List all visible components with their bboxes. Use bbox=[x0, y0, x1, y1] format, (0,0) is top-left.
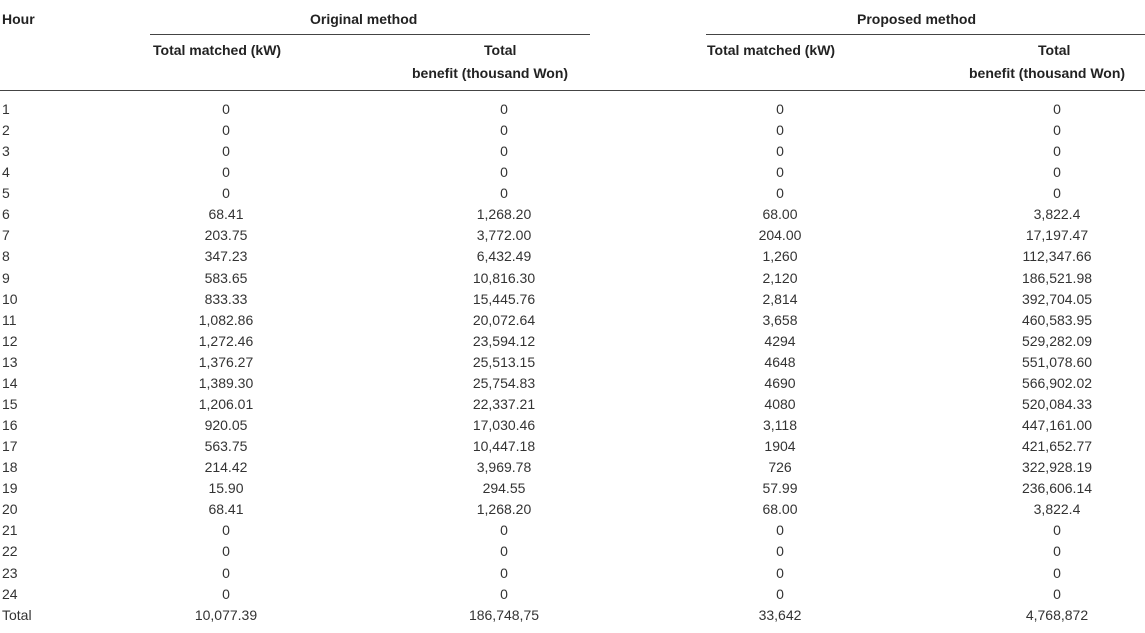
table-row bbox=[0, 478, 1145, 499]
table-row bbox=[0, 183, 1145, 204]
cell-original-matched: 68.41 bbox=[208, 501, 244, 518]
cell-original-benefit: 0 bbox=[500, 564, 508, 581]
cell-original-benefit: 1,268.20 bbox=[476, 206, 532, 223]
header-bottom-rule bbox=[0, 90, 1145, 91]
cell-hour: 11 bbox=[2, 311, 17, 328]
cell-original-matched: 0 bbox=[222, 122, 230, 139]
cell-original-matched: 0 bbox=[222, 143, 230, 160]
cell-original-matched: 0 bbox=[222, 585, 230, 602]
cell-proposed-matched: 57.99 bbox=[762, 480, 798, 497]
cell-proposed-matched: 0 bbox=[776, 143, 784, 160]
cell-proposed-benefit: 17,197.47 bbox=[1025, 227, 1089, 244]
cell-original-matched: 1,206.01 bbox=[198, 395, 254, 412]
table-row bbox=[0, 520, 1145, 541]
cell-hour: 5 bbox=[2, 185, 10, 202]
cell-proposed-matched: 3,118 bbox=[763, 417, 797, 434]
header-prop-benefit-line1: Total bbox=[1038, 42, 1071, 58]
table-row bbox=[0, 310, 1145, 331]
cell-hour: 3 bbox=[2, 143, 10, 160]
cell-original-benefit: 0 bbox=[500, 122, 508, 139]
cell-proposed-matched: 2,814 bbox=[762, 290, 798, 307]
cell-original-benefit: 0 bbox=[500, 101, 508, 117]
cell-original-benefit: 10,447.18 bbox=[472, 438, 536, 455]
cell-original-matched: 0 bbox=[222, 564, 230, 581]
table-row bbox=[0, 457, 1145, 478]
table-row bbox=[0, 394, 1145, 415]
table-row bbox=[0, 436, 1145, 457]
table-row bbox=[0, 605, 1145, 626]
cell-proposed-matched: 3,658 bbox=[762, 311, 798, 328]
cell-original-benefit: 0 bbox=[500, 522, 508, 539]
cell-hour: Total bbox=[2, 606, 32, 623]
cell-proposed-matched: 0 bbox=[776, 585, 784, 602]
cell-original-matched: 0 bbox=[222, 101, 230, 117]
cell-proposed-matched: 0 bbox=[776, 101, 784, 117]
cell-proposed-matched: 1904 bbox=[764, 438, 796, 455]
cell-original-matched: 1,272.46 bbox=[198, 332, 254, 349]
cell-proposed-benefit: 421,652.77 bbox=[1021, 438, 1093, 455]
cell-proposed-matched: 204.00 bbox=[758, 227, 802, 244]
cell-original-benefit: 15,445.76 bbox=[472, 290, 536, 307]
header-prop-matched: Total matched (kW) bbox=[707, 42, 836, 58]
table-row bbox=[0, 204, 1145, 225]
original-method-rule bbox=[150, 34, 590, 35]
cell-original-benefit: 0 bbox=[500, 185, 508, 202]
cell-proposed-matched: 0 bbox=[776, 522, 784, 539]
cell-proposed-benefit: 0 bbox=[1053, 585, 1061, 602]
cell-proposed-benefit: 566,902.02 bbox=[1021, 374, 1093, 391]
cell-proposed-matched: 1,260 bbox=[762, 248, 798, 265]
cell-proposed-benefit: 460,583.95 bbox=[1021, 311, 1093, 328]
cell-hour: 15 bbox=[2, 395, 18, 412]
header-prop-benefit-line2: benefit (thousand Won) bbox=[969, 65, 1126, 81]
cell-proposed-matched: 33,642 bbox=[758, 606, 802, 623]
cell-original-matched: 1,082.86 bbox=[198, 311, 254, 328]
table-row bbox=[0, 162, 1145, 183]
table-row bbox=[0, 331, 1145, 352]
cell-hour: 20 bbox=[2, 501, 18, 518]
cell-hour: 17 bbox=[2, 438, 18, 455]
cell-original-matched: 214.42 bbox=[204, 459, 248, 476]
cell-proposed-matched: 4648 bbox=[764, 353, 796, 370]
cell-hour: 23 bbox=[2, 564, 18, 581]
cell-original-benefit: 294.55 bbox=[482, 480, 526, 497]
cell-proposed-matched: 4690 bbox=[764, 374, 796, 391]
table-row bbox=[0, 268, 1145, 289]
header-hour: Hour bbox=[2, 11, 35, 27]
cell-proposed-benefit: 3,822.4 bbox=[1033, 501, 1081, 518]
cell-proposed-benefit: 520,084.33 bbox=[1021, 395, 1093, 412]
cell-original-matched: 563.75 bbox=[204, 438, 248, 455]
cell-proposed-matched: 0 bbox=[776, 185, 784, 202]
header-orig-matched: Total matched (kW) bbox=[153, 42, 282, 58]
cell-original-matched: 68.41 bbox=[208, 206, 244, 223]
cell-original-benefit: 20,072.64 bbox=[472, 311, 536, 328]
cell-original-benefit: 23,594.12 bbox=[472, 332, 536, 349]
cell-proposed-benefit: 322,928.19 bbox=[1021, 459, 1093, 476]
table-row bbox=[0, 563, 1145, 584]
cell-original-matched: 0 bbox=[222, 543, 230, 560]
cell-proposed-matched: 2,120 bbox=[762, 269, 798, 286]
cell-hour: 8 bbox=[2, 248, 10, 265]
cell-hour: 14 bbox=[2, 374, 18, 391]
cell-original-matched: 15.90 bbox=[208, 480, 244, 497]
cell-hour: 13 bbox=[2, 353, 18, 370]
cell-proposed-benefit: 0 bbox=[1053, 164, 1061, 181]
cell-proposed-benefit: 112,347.66 bbox=[1022, 248, 1092, 265]
cell-original-benefit: 3,969.78 bbox=[476, 459, 532, 476]
cell-hour: 9 bbox=[2, 269, 10, 286]
header-proposed-method: Proposed method bbox=[857, 11, 977, 27]
table-row bbox=[0, 352, 1145, 373]
cell-original-matched: 583.65 bbox=[204, 269, 248, 286]
cell-original-benefit: 0 bbox=[500, 543, 508, 560]
cell-original-benefit: 17,030.46 bbox=[472, 417, 536, 434]
cell-hour: 1 bbox=[2, 101, 10, 117]
cell-proposed-benefit: 0 bbox=[1053, 543, 1061, 560]
cell-proposed-benefit: 0 bbox=[1053, 101, 1061, 117]
cell-original-matched: 920.05 bbox=[204, 417, 248, 434]
table-row bbox=[0, 584, 1145, 605]
cell-original-benefit: 0 bbox=[500, 143, 508, 160]
cell-original-benefit: 0 bbox=[500, 585, 508, 602]
header-original-method: Original method bbox=[310, 11, 418, 27]
cell-original-matched: 0 bbox=[222, 185, 230, 202]
cell-proposed-benefit: 4,768,872 bbox=[1025, 606, 1089, 623]
cell-original-matched: 347.23 bbox=[204, 248, 248, 265]
table-row bbox=[0, 141, 1145, 162]
cell-proposed-benefit: 0 bbox=[1053, 143, 1061, 160]
cell-proposed-matched: 4294 bbox=[764, 332, 796, 349]
cell-original-benefit: 186,748,75 bbox=[468, 606, 540, 623]
table-row bbox=[0, 225, 1145, 246]
cell-original-benefit: 10,816.30 bbox=[472, 269, 536, 286]
cell-original-benefit: 25,513.15 bbox=[472, 353, 536, 370]
cell-proposed-matched: 68.00 bbox=[762, 501, 798, 518]
cell-hour: 7 bbox=[2, 227, 10, 244]
cell-hour: 12 bbox=[2, 332, 18, 349]
cell-original-matched: 0 bbox=[222, 164, 230, 181]
cell-proposed-matched: 68.00 bbox=[762, 206, 798, 223]
cell-original-matched: 1,376.27 bbox=[198, 353, 254, 370]
cell-proposed-benefit: 0 bbox=[1053, 185, 1061, 202]
cell-hour: 21 bbox=[2, 522, 18, 539]
header-orig-benefit-line2: benefit (thousand Won) bbox=[412, 65, 569, 81]
cell-proposed-matched: 726 bbox=[768, 459, 792, 476]
cell-hour: 2 bbox=[2, 122, 10, 139]
cell-original-benefit: 25,754.83 bbox=[472, 374, 536, 391]
cell-proposed-matched: 0 bbox=[776, 564, 784, 581]
cell-proposed-benefit: 0 bbox=[1053, 522, 1061, 539]
cell-original-matched: 0 bbox=[222, 522, 230, 539]
cell-proposed-benefit: 551,078.60 bbox=[1021, 353, 1093, 370]
cell-original-benefit: 1,268.20 bbox=[476, 501, 532, 518]
cell-original-benefit: 0 bbox=[500, 164, 508, 181]
cell-proposed-benefit: 0 bbox=[1053, 564, 1061, 581]
cell-original-matched: 1,389.30 bbox=[198, 374, 254, 391]
cell-proposed-matched: 0 bbox=[776, 543, 784, 560]
table-row bbox=[0, 289, 1145, 310]
cell-hour: 22 bbox=[2, 543, 18, 560]
cell-proposed-benefit: 3,822.4 bbox=[1033, 206, 1081, 223]
cell-original-matched: 833.33 bbox=[204, 290, 248, 307]
cell-original-benefit: 22,337.21 bbox=[472, 395, 536, 412]
cell-hour: 6 bbox=[2, 206, 10, 223]
cell-hour: 10 bbox=[2, 290, 18, 307]
cell-proposed-benefit: 186,521.98 bbox=[1021, 269, 1093, 286]
cell-original-matched: 10,077.39 bbox=[194, 606, 258, 623]
cell-original-matched: 203.75 bbox=[204, 227, 248, 244]
cell-hour: 4 bbox=[2, 164, 10, 181]
cell-hour: 16 bbox=[2, 417, 18, 434]
table-row bbox=[0, 415, 1145, 436]
cell-original-benefit: 3,772.00 bbox=[476, 227, 532, 244]
cell-proposed-matched: 0 bbox=[776, 164, 784, 181]
cell-original-benefit: 6,432.49 bbox=[476, 248, 532, 265]
cell-proposed-matched: 0 bbox=[776, 122, 784, 139]
table-row bbox=[0, 246, 1145, 267]
table-row bbox=[0, 120, 1145, 141]
cell-proposed-benefit: 447,161.00 bbox=[1021, 417, 1093, 434]
cell-proposed-benefit: 529,282.09 bbox=[1021, 332, 1093, 349]
table-row bbox=[0, 99, 1145, 120]
cell-hour: 24 bbox=[2, 585, 18, 602]
cell-hour: 19 bbox=[2, 480, 18, 497]
header-orig-benefit-line1: Total bbox=[484, 42, 517, 58]
cell-proposed-benefit: 0 bbox=[1053, 122, 1061, 139]
table-row bbox=[0, 499, 1145, 520]
cell-proposed-benefit: 236,606.14 bbox=[1021, 480, 1093, 497]
table-row bbox=[0, 541, 1145, 562]
cell-proposed-benefit: 392,704.05 bbox=[1021, 290, 1093, 307]
cell-proposed-matched: 4080 bbox=[764, 395, 796, 412]
cell-hour: 18 bbox=[2, 459, 18, 476]
proposed-method-rule bbox=[706, 34, 1145, 35]
table-row bbox=[0, 373, 1145, 394]
